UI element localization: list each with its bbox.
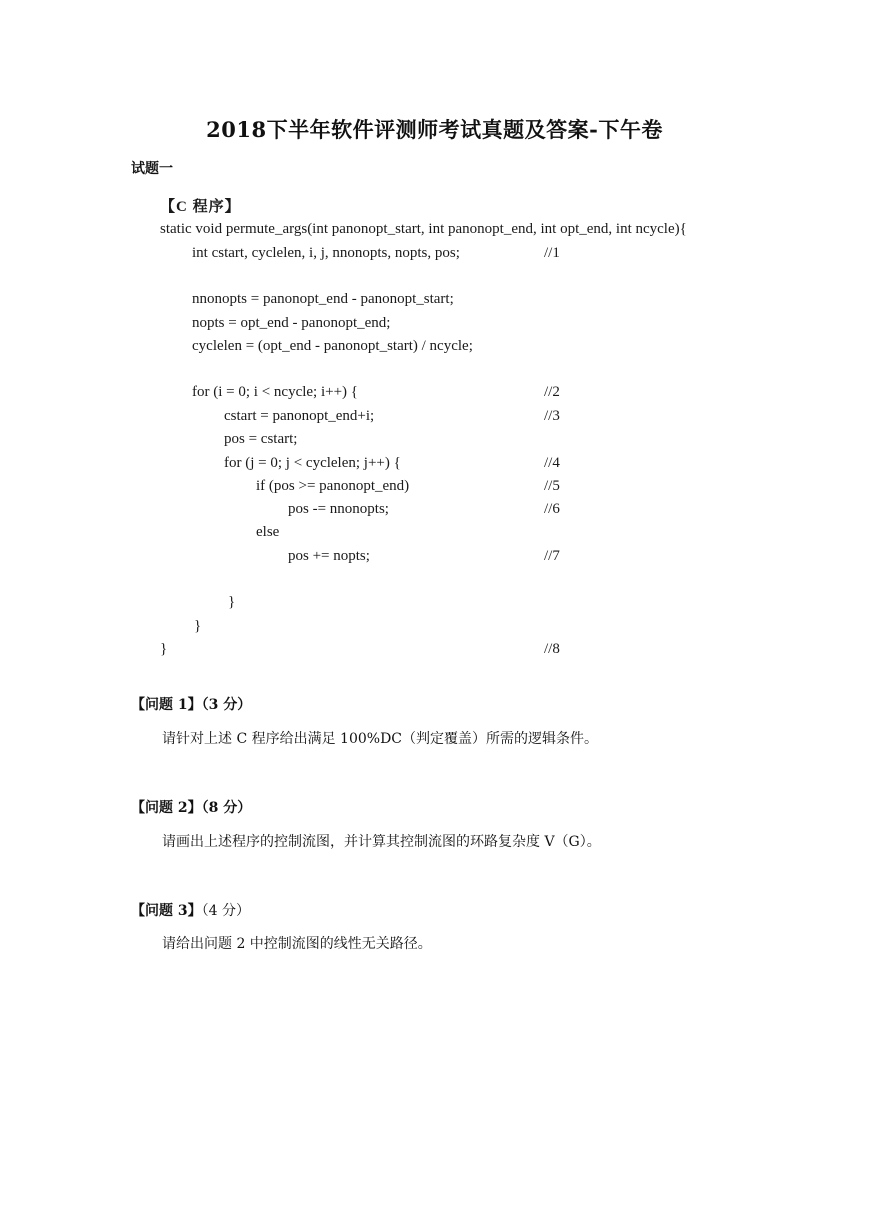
question-1-heading [131,694,251,714]
code-line: for (i = 0; i < ncycle; i++) { [192,384,358,400]
question-3-heading [131,900,250,920]
code-comment: //3 [544,408,560,424]
code-comment: //7 [544,548,560,564]
question-label: 【问题 3】 [131,903,202,919]
code-line: for (j = 0; j < cyclelen; j++) { [224,455,401,471]
code-comment: //4 [544,455,560,471]
code-line: pos -= nnonopts; [288,501,389,517]
code-comment: //6 [544,501,560,517]
question-3-body: 请给出问题 2 中控制流图的线性无关路径。 [162,936,432,952]
code-line: } [194,618,202,634]
code-line: static void permute_args(int panonopt_start, int panonopt_end, int opt_end, int ncycle){ [160,221,687,237]
code-comment: //2 [544,384,560,400]
code-heading: 【C 程序】 [160,199,241,215]
document-title: 2018下半年软件评测师考试真题及答案-下午卷 [206,117,663,142]
code-line: if (pos >= panonopt_end) [256,478,410,494]
question-points: （3 分） [201,697,252,713]
question-2-body: 请画出上述程序的控制流图，并计算其控制流图的环路复杂度 V（G）。 [162,834,601,850]
code-comment: //5 [544,478,560,494]
question-points: （8 分） [201,800,252,816]
code-line: cyclelen = (opt_end - panonopt_start) / ncycle; [192,338,473,354]
question-1-body: 请针对上述 C 程序给出满足 100%DC（判定覆盖）所需的逻辑条件。 [162,731,599,747]
question-label: 【问题 1】 [131,697,202,713]
code-line: int cstart, cyclelen, i, j, nnonopts, nopts, pos; [192,245,460,261]
code-line: cstart = panonopt_end+i; [224,408,375,424]
code-comment: //1 [544,245,560,261]
code-line: nopts = opt_end - panonopt_end; [192,315,391,331]
code-line: else [256,524,280,540]
code-line: nnonopts = panonopt_end - panonopt_start; [192,291,454,307]
code-comment: //8 [544,641,560,657]
code-line: pos += nopts; [288,548,370,564]
question-points: （4 分） [201,903,250,919]
question-label: 【问题 2】 [131,800,202,816]
code-line: } [160,641,168,657]
code-line: pos = cstart; [224,431,298,447]
question-2-heading [131,797,251,817]
section-label: 试题一 [131,161,173,177]
code-line: } [228,594,236,610]
